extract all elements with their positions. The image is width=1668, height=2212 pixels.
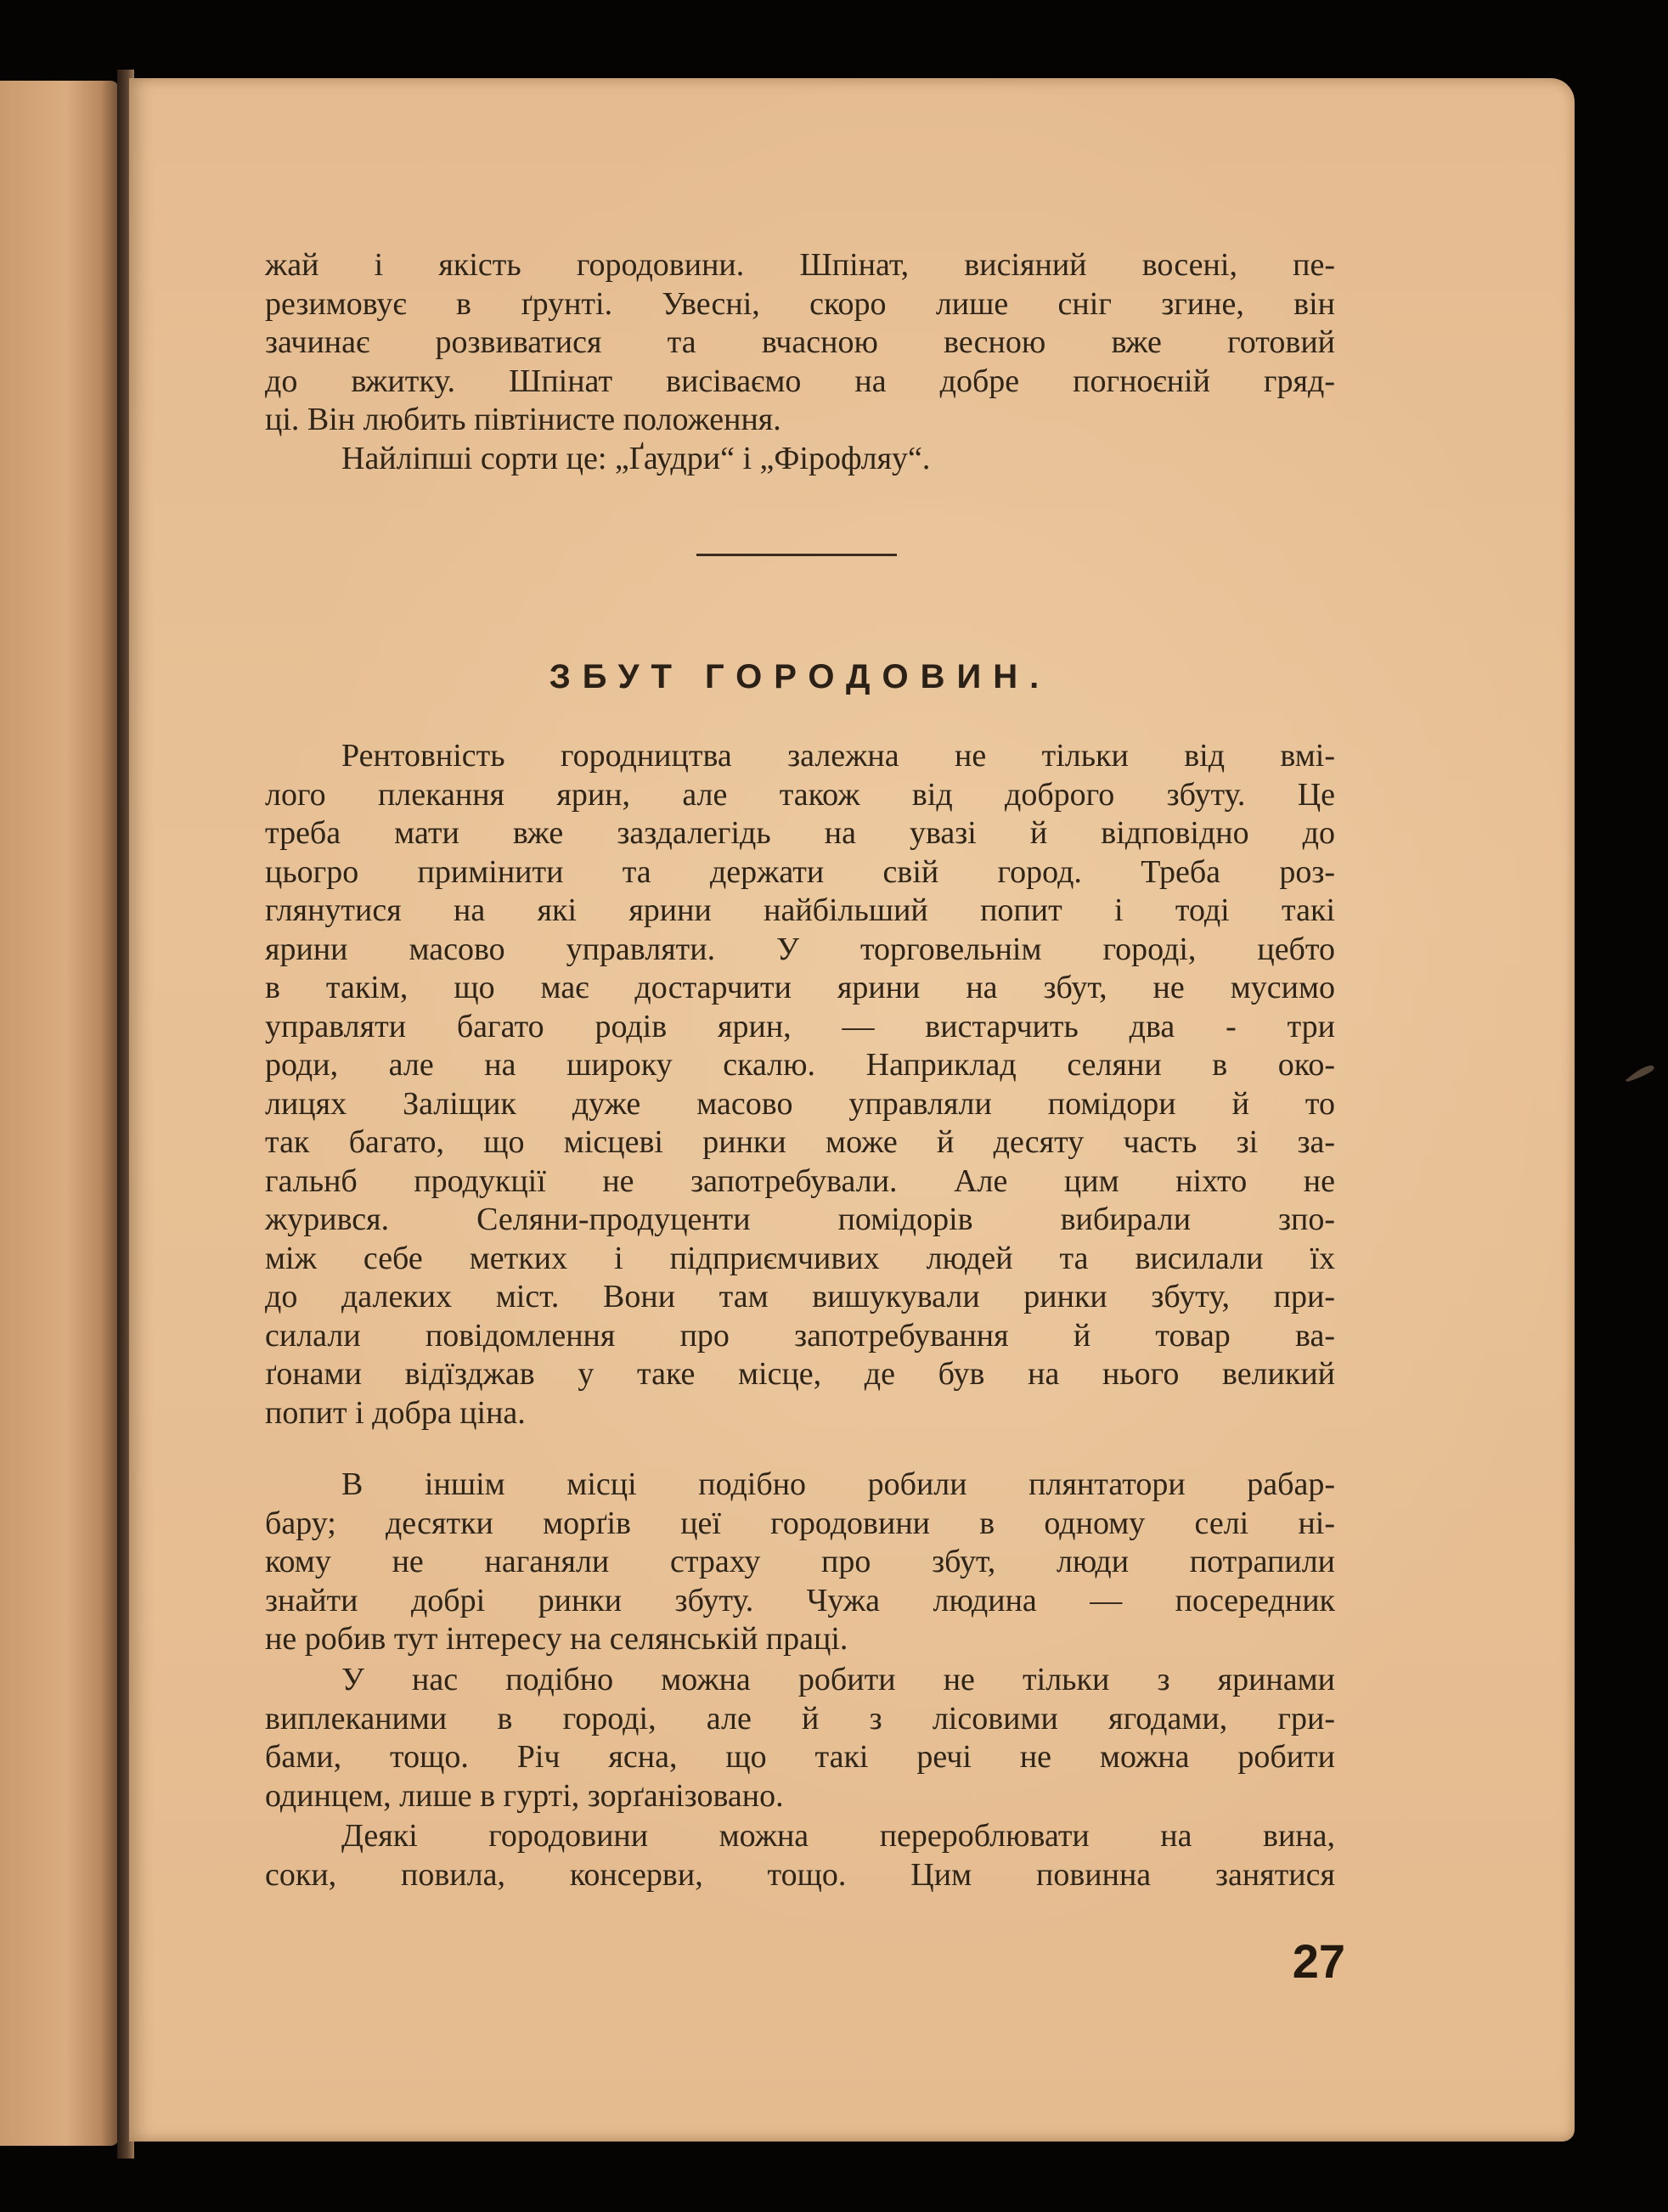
- text-line: до далеких міст. Вони там вишукували ринки збуту, при-: [265, 1279, 1335, 1314]
- text-line: цьогро примінити та держати свій город. Треба роз-: [265, 853, 1335, 890]
- text-line: Деякі городовини можна перероблювати на вина,: [341, 1818, 1335, 1854]
- text-line: ґонами відїзджав у таке місце, де був на нього великий: [265, 1356, 1335, 1392]
- sorts-line: Найліпші сорти це: „Ґаудри“ і „Фірофляу“.: [341, 440, 931, 476]
- section-divider: [696, 554, 897, 556]
- text-line: гальнб продукції не запотребували. Але цим ніхто не: [265, 1162, 1335, 1199]
- text-line: до вжитку. Шпінат висіваємо на добре погноєній гряд-: [265, 363, 1335, 399]
- text-line: бару; десятки морґів цеї городовини в одному селі ні-: [265, 1505, 1335, 1541]
- text-line: попит і добра ціна.: [265, 1394, 526, 1431]
- text-line: У нас подібно можна робити не тільки з яринами: [341, 1662, 1335, 1697]
- ink-smudge-icon: [1624, 1063, 1658, 1083]
- paragraph-4: [265, 1817, 1335, 1894]
- text-line: не робив тут інтересу на селянській праці.: [265, 1621, 848, 1657]
- paragraph-2: [265, 1466, 1335, 1659]
- text-line: одинцем, лише в гурті, зорґанізовано.: [265, 1777, 784, 1814]
- text-line: треба мати вже заздалегідь на увазі й відповідно до: [265, 815, 1335, 851]
- text-line: лицях Заліщик дуже масово управляли помідори й то: [265, 1085, 1335, 1122]
- paragraph-1: [265, 737, 1335, 1432]
- text-line: Рентовність городництва залежна не тільки від вмі-: [341, 738, 1335, 774]
- text-line: журився. Селяни-продуценти помідорів вибирали зпо-: [265, 1202, 1335, 1237]
- text-line: ярини масово управляти. У торговельнім городі, цебто: [265, 931, 1335, 967]
- section-heading: ЗБУТ ГОРОДОВИН.: [549, 658, 1051, 695]
- text-line: виплеканими в городі, але й з лісовими ягодами, гри-: [265, 1700, 1335, 1736]
- text-line: роди, але на широку скалю. Наприклад селяни в око-: [265, 1047, 1335, 1083]
- text-line: між себе метких і підприємчивих людей та висилали їх: [265, 1240, 1335, 1276]
- text-line: глянутися на які ярини найбільший попит і тоді такі: [265, 892, 1335, 928]
- text-line: в такім, що має достарчити ярини на збут, не мусимо: [265, 970, 1335, 1005]
- text-line: В іншім місці подібно робили плянтатори рабар-: [341, 1466, 1335, 1502]
- paragraph-3: [265, 1661, 1335, 1815]
- text-line: резимовує в ґрунті. Увесні, скоро лише сніг згине, він: [265, 285, 1335, 322]
- book-page: [129, 78, 1575, 2142]
- text-line: кому не наганяли страху про збут, люди потрапили: [265, 1544, 1335, 1579]
- page-number: 27: [1292, 1934, 1345, 1988]
- text-line: так багато, що місцеві ринки може й десяту часть зі за-: [265, 1124, 1335, 1160]
- text-line: знайти добрі ринки збуту. Чужа людина — посередник: [265, 1582, 1335, 1618]
- text-line: силали повідомлення про запотребування й товар ва-: [265, 1317, 1335, 1354]
- left-page-edge: [0, 81, 119, 2146]
- top-paragraph: [265, 246, 1335, 478]
- text-line: жай і якість городовини. Шпінат, висіяний восені, пе-: [265, 247, 1335, 283]
- text-line: зачинає розвиватися та вчасною весною вже готовий: [265, 324, 1335, 360]
- text-line: лого плекання ярин, але також від доброго збуту. Це: [265, 776, 1335, 813]
- text-line: бами, тощо. Річ ясна, що такі речі не можна робити: [265, 1739, 1335, 1775]
- text-line: управляти багато родів ярин, — вистарчить два - три: [265, 1008, 1335, 1044]
- text-line: соки, повила, консерви, тощо. Цим повинна занятися: [265, 1856, 1335, 1893]
- text-line: ці. Він любить півтінисте положення.: [265, 402, 781, 437]
